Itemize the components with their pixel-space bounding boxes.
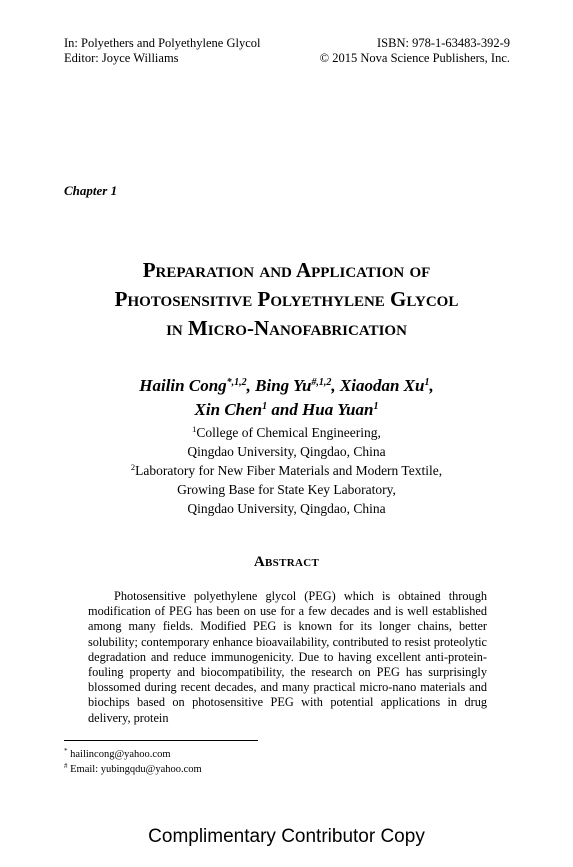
author-affiliation-mark: #,1,2	[311, 377, 332, 388]
author-name: Xiaodan Xu	[339, 376, 425, 395]
author-affiliation-mark: 1	[373, 401, 379, 412]
author-affiliation-mark: 1	[424, 377, 430, 388]
editor-line: Editor: Joyce Williams	[64, 51, 179, 65]
affiliation-2-line-3: Qingdao University, Qingdao, China	[187, 501, 386, 516]
chapter-label: Chapter 1	[64, 183, 118, 198]
footnote-2	[64, 763, 202, 776]
copyright-line: © 2015 Nova Science Publishers, Inc.	[319, 51, 510, 65]
author-name: Hua Yuan	[302, 400, 374, 419]
book-title-line: In: Polyethers and Polyethylene Glycol	[64, 36, 261, 50]
affiliation-2-line-2: Growing Base for State Key Laboratory,	[177, 482, 396, 497]
affiliation-1-line-1: $^1$College of Chemical Engineering,	[192, 424, 381, 440]
author-name: Bing Yu	[255, 376, 312, 395]
title-line-3: in Micro-Nanofabrication	[166, 316, 407, 340]
complimentary-copy-footer: Complimentary Contributor Copy	[148, 826, 425, 847]
author-affiliation-mark: 1	[262, 401, 268, 412]
isbn-line: ISBN: 978-1-63483-392-9	[377, 36, 510, 50]
affiliations	[0, 423, 573, 518]
footnote-1	[64, 748, 170, 761]
author-affiliation-mark: *,1,2	[226, 377, 247, 388]
title-line-2: Photosensitive Polyethylene Glycol	[114, 287, 459, 311]
title-line-1: Preparation and Application of	[142, 258, 431, 282]
affiliation-mark: 1	[192, 424, 197, 434]
affiliation-mark: 2	[130, 462, 136, 472]
author-name: Xin Chen	[194, 400, 263, 419]
affiliation-1-line-2: Qingdao University, Qingdao, China	[187, 444, 386, 459]
author-email[interactable]: Email: yubingqdu@yahoo.com	[70, 764, 202, 775]
footnote-mark: *	[64, 747, 68, 755]
author-list	[0, 374, 573, 422]
chapter-title	[0, 256, 573, 343]
footnote-divider	[64, 740, 258, 741]
abstract-body: Photosensitive polyethylene glycol (PEG) which is obtained through modification of PEG has been on use for a few decades and is well established among many fields. Modified PEG is known for its longer chains, better solubility; contemporary enhance bioavailability, contributed to resist proteolytic degradation and reduce immunogenicity. Due to having excellent anti-protein-fouling property and biocompatibility, the research on PEG has surprisingly blossomed during recent decades, and many practical micro-nano materials and biochips based on photosensitive PEG with potential applications in drug delivery, protein	[88, 589, 487, 725]
author-line-2	[0, 398, 573, 422]
abstract-heading: Abstract	[253, 554, 320, 570]
affiliation-2-line-1: $^2$Laboratory for New Fiber Materials and Modern Textile,	[130, 462, 443, 478]
footnote-mark: #	[64, 762, 68, 770]
author-line-1: Hailin Cong$^{*,1,2}$, Bing $Yu^{\#,1,2}$, Xiaodan Xu$^1$,	[139, 376, 434, 395]
author-conjunction: and	[271, 400, 298, 419]
author-email[interactable]: hailincong@yahoo.com	[70, 749, 171, 760]
author-name: Hailin Cong	[139, 376, 227, 395]
